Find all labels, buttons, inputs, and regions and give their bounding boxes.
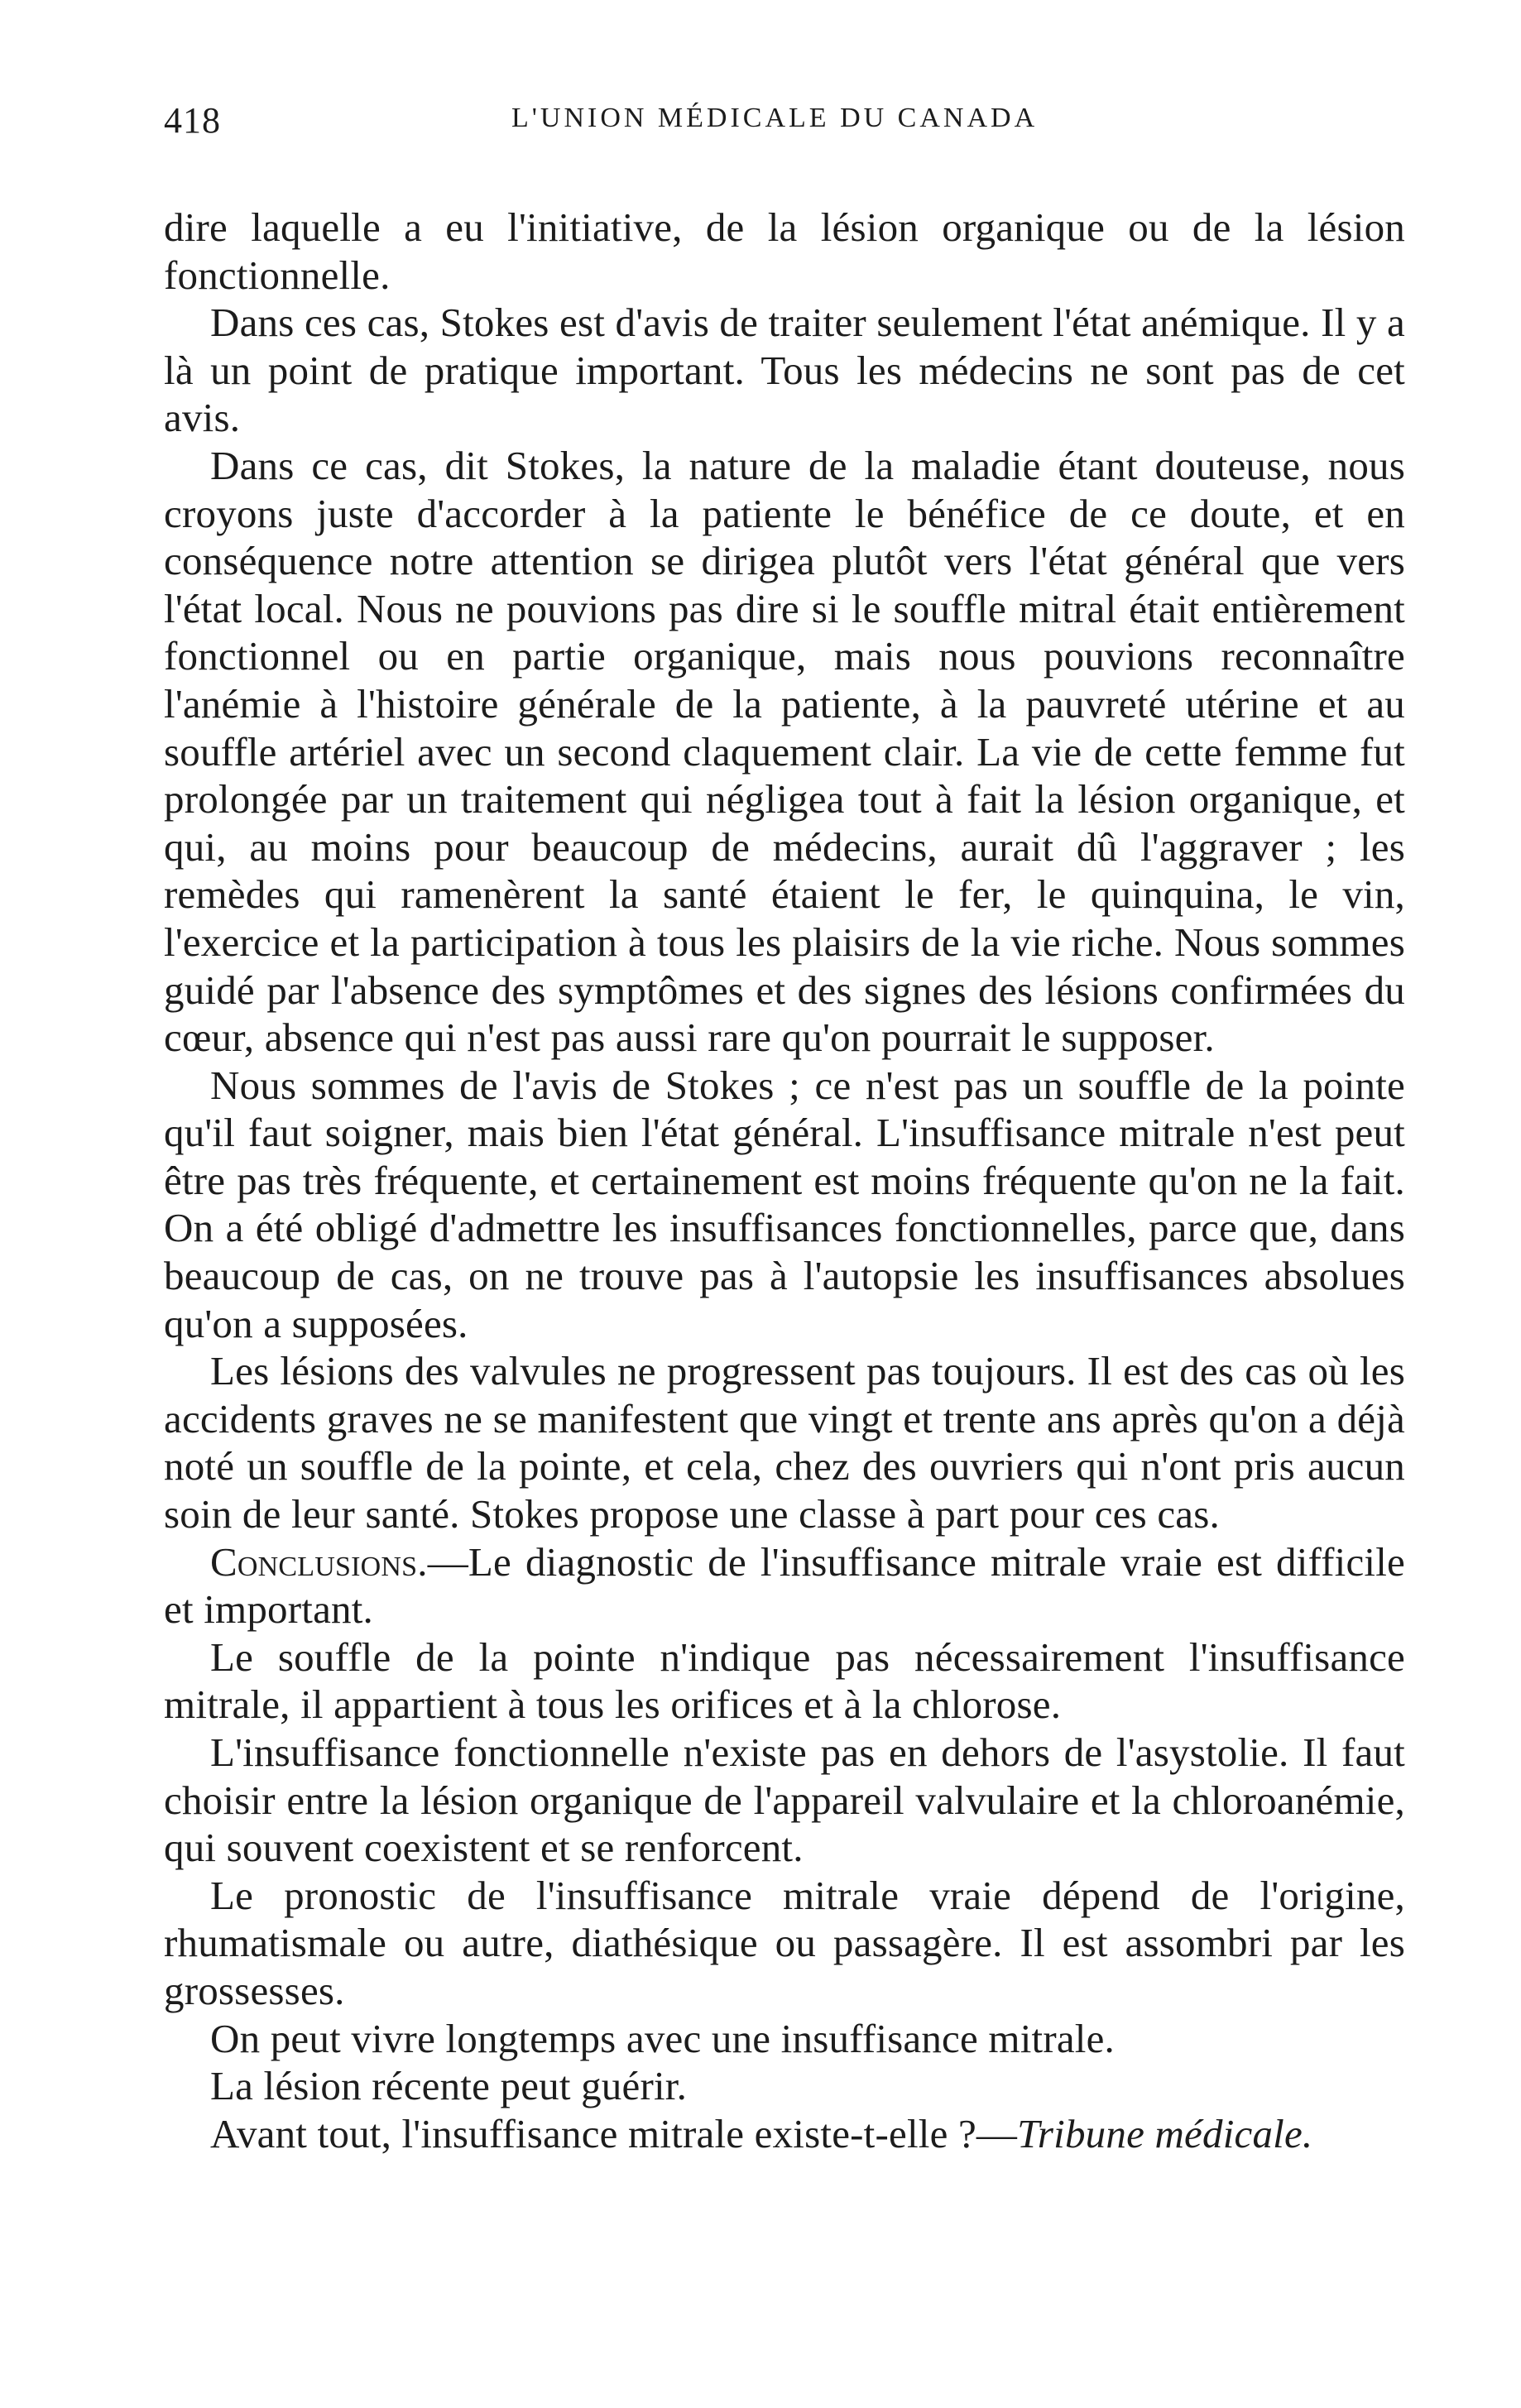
page-number: 418 [164,100,221,141]
paragraph-text: Nous sommes de l'avis de Stokes ; ce n'est pas un souffle de la pointe qu'il faut soigner, mais bien l'état général. L'insuffisance mitrale n'est peut être pas très fréquente, et certainement est moins fréquente qu'on ne la fait. On a été obligé d'admettre les insuffisances fonctionnelles, parce que, dans beaucoup de cas, on ne trouve pas à l'autopsie les insuffisances absolues qu'on a supposées. [164,1062,1405,1346]
paragraph [164,2062,1405,2110]
paragraph-text: Avant tout, l'insuffisance mitrale existe-t-elle ?— [210,2110,1018,2156]
paragraph [164,2015,1405,2063]
conclusions-lead: Conclusions. [210,1538,428,1585]
paragraph-text: La lésion récente peut guérir. [210,2063,688,2109]
running-head [164,99,1405,149]
journal-title: L'UNION MÉDICALE DU CANADA [511,103,1039,133]
paragraph [164,204,1405,299]
paragraph-text: Les lésions des valvules ne progressent pas toujours. Il est des cas où les accidents graves ne se manifestent que vingt et trente ans après qu'on a déjà noté un souffle de la pointe, et cela, chez des ouvriers qui n'ont pris aucun soin de leur santé. Stokes propose une classe à part pour ces cas. [164,1348,1405,1537]
paragraph-text: Le souffle de la pointe n'indique pas nécessairement l'insuffisance mitrale, il appartient à tous les orifices et à la chlorose. [164,1633,1405,1728]
paragraph-text: —Le diagnostic de l'insuffisance mitrale vraie est difficile et important. [164,1538,1405,1633]
paragraph-final [164,2110,1405,2158]
paragraph-text: Dans ces cas, Stokes est d'avis de traiter seulement l'état anémique. Il y a là un point de pratique important. Tous les médecins ne sont pas de cet avis. [164,300,1405,441]
paragraph-text: Dans ce cas, dit Stokes, la nature de la maladie étant douteuse, nous croyons juste d'accorder à la patiente le bénéfice de ce doute, et en conséquence notre attention se dirigea plutôt vers l'état général que vers l'état local. Nous ne pouvions pas dire si le souffle mitral était entièrement fonctionnel ou en partie organique, mais nous pouvions reconnaître l'anémie à l'histoire générale de la patiente, à la pauvreté utérine et au souffle artériel avec un second claquement clair. La vie de cette femme fut prolongée par un traitement qui négligea tout à fait la lésion organique, et qui, au moins pour beaucoup de médecins, aurait dû l'aggraver ; les remèdes qui ramenèrent la santé étaient le fer, le quinquina, le vin, l'exercice et la participation à tous les plaisirs de la vie riche. Nous sommes guidé par l'absence des symptômes et des signes des lésions confirmées du cœur, absence qui n'est pas aussi rare qu'on pourrait le supposer. [164,442,1405,1061]
paragraph [164,1872,1405,2015]
paragraph [164,1062,1405,1348]
paragraph [164,1633,1405,1729]
book-page [164,99,1405,2157]
article-body [164,204,1405,2157]
paragraph-text: On peut vivre longtemps avec une insuffisance mitrale. [210,2015,1116,2061]
paragraph-conclusions [164,1538,1405,1633]
paragraph [164,1347,1405,1537]
paragraph [164,442,1405,1062]
source-citation: Tribune médicale. [1017,2110,1313,2156]
paragraph [164,299,1405,442]
paragraph [164,1729,1405,1872]
paragraph-text: Le pronostic de l'insuffisance mitrale vraie dépend de l'origine, rhumatismale ou autre, diathésique ou passagère. Il est assombri par les grossesses. [164,1872,1405,2013]
paragraph-text: L'insuffisance fonctionnelle n'existe pas en dehors de l'asystolie. Il faut choisir entre la lésion organique de l'appareil valvulaire et la chloroanémie, qui souvent coexistent et se renforcent. [164,1729,1405,1871]
paragraph-text: dire laquelle a eu l'initiative, de la lésion organique ou de la lésion fonctionnelle. [164,204,1405,298]
